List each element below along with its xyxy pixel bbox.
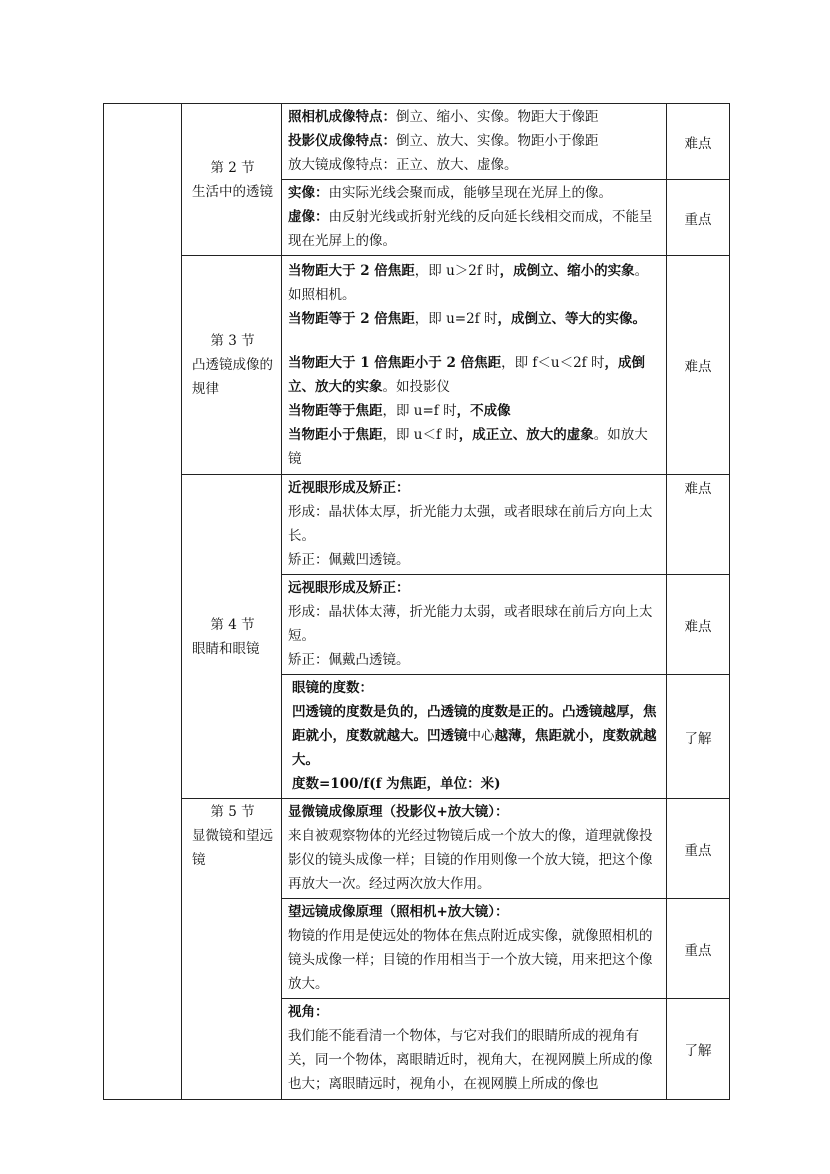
section-title: 生活中的透镜 — [192, 183, 273, 200]
knowledge-table — [103, 103, 730, 1100]
content-heading: 望远镜成像原理（照相机+放大镜）： — [288, 904, 509, 920]
level-label: 难点 — [684, 481, 712, 497]
level-cell — [667, 799, 730, 899]
content-text: ，成倒立、缩小的实象 — [499, 262, 635, 279]
content-text: ，即 u＜f 时 — [382, 426, 459, 443]
section-number: 第 3 节 — [210, 333, 255, 349]
content-cell — [282, 104, 667, 180]
level-cell — [667, 180, 730, 256]
level-cell — [667, 675, 730, 799]
content-text: 。如放大镜 — [288, 426, 648, 467]
content-text: ，成倒立、等大的实像。 — [497, 310, 646, 327]
level-cell — [667, 999, 730, 1100]
content-text: 放大镜成像特点：正立、放大、虚像。 — [288, 157, 518, 173]
level-cell — [667, 256, 730, 475]
content-text: 我们能不能看清一个物体，与它对我们的眼睛所成的视角有关，同一个物体，离眼睛近时，视角大，在视网膜上所成的像也大；离眼睛远时，视角小，在视网膜上所成的像也 — [288, 1028, 653, 1092]
label-bold: 实像： — [288, 185, 329, 201]
level-cell — [667, 575, 730, 675]
level-cell — [667, 104, 730, 180]
section-number: 第 2 节 — [210, 159, 255, 176]
content-text: 度数=100/f(f 为焦距，单位：米) — [292, 776, 501, 792]
level-label: 重点 — [684, 211, 712, 228]
content-text: ，即 u=f 时 — [382, 402, 457, 419]
content-text: 来自被观察物体的光经过物镜后成一个放大的像，道理就像投影仪的镜头成像一样；目镜的作用则像一个放大镜，把这个像再放大一次。经过两次放大作用。 — [288, 828, 653, 892]
content-text: 当物距大于 2 倍焦距 — [288, 262, 415, 279]
table-row — [104, 256, 730, 475]
content-heading: 眼镜的度数： — [292, 680, 373, 696]
content-text: 倒立、缩小、实像。物距大于像距 — [396, 109, 599, 125]
level-label: 了解 — [684, 730, 712, 747]
content-text: ，成正立、放大的虚象 — [458, 426, 594, 443]
content-cell — [282, 180, 667, 256]
level-label: 难点 — [684, 359, 712, 375]
level-cell — [667, 475, 730, 575]
content-text: ，不成像 — [456, 402, 511, 419]
chapter-cell — [104, 104, 182, 1100]
section-number: 第 5 节 — [210, 804, 255, 820]
content-text: ，即 u＞2f 时 — [414, 262, 500, 279]
content-text: 当物距等于焦距 — [288, 402, 383, 419]
section-cell — [182, 256, 282, 475]
section-number: 第 4 节 — [210, 616, 255, 633]
content-cell — [282, 575, 667, 675]
content-text: 中心 — [467, 728, 495, 744]
content-text: 物镜的作用是使远处的物体在焦点附近成实像，就像照相机的镜头成像一样；目镜的作用相当于一个放大镜，用来把这个像放大。 — [288, 928, 653, 992]
label-bold: 投影仪成像特点： — [288, 133, 396, 149]
content-heading: 显微镜成像原理（投影仪+放大镜）： — [288, 804, 509, 820]
content-text: ，即 f＜u＜2f 时 — [501, 354, 605, 371]
section-cell — [182, 799, 282, 1100]
table-row — [104, 104, 730, 180]
content-text: 由实际光线会聚而成，能够呈现在光屏上的像。 — [328, 185, 612, 201]
content-text: 。如照相机。 — [288, 262, 649, 303]
content-text: 矫正：佩戴凸透镜。 — [288, 652, 410, 668]
table-row — [104, 799, 730, 899]
content-text: 。如投影仪 — [382, 378, 450, 395]
content-text: ，即 u=2f 时 — [414, 310, 498, 327]
content-cell — [282, 799, 667, 899]
content-heading: 近视眼形成及矫正： — [288, 480, 410, 496]
content-text: 由反射光线或折射光线的反向延长线相交而成，不能呈现在光屏上的像。 — [288, 209, 653, 249]
content-text: 倒立、放大、实像。物距小于像距 — [396, 133, 599, 149]
content-text: ，成倒立、放大的实象 — [288, 354, 645, 395]
level-label: 重点 — [684, 942, 712, 959]
level-label: 了解 — [684, 1043, 712, 1059]
content-text: 凹透镜的度数是负的，凸透镜的度数是正的。凸透镜越厚，焦距就小，度数就越大。凹透镜 — [292, 704, 657, 744]
content-text: 形成：晶状体太厚，折光能力太强，或者眼球在前后方向上太长。 — [288, 504, 653, 544]
level-cell — [667, 899, 730, 999]
level-label: 难点 — [684, 618, 712, 635]
content-text: 矫正：佩戴凹透镜。 — [288, 552, 410, 568]
content-heading: 远视眼形成及矫正： — [288, 580, 410, 596]
content-text: 当物距大于 1 倍焦距小于 2 倍焦距 — [288, 354, 502, 371]
label-bold: 虚像： — [288, 209, 329, 225]
section-title: 凸透镜成像的规律 — [192, 357, 273, 397]
content-heading: 视角： — [288, 1004, 329, 1020]
section-title: 眼睛和眼镜 — [192, 640, 260, 657]
section-title: 显微镜和望远镜 — [192, 828, 273, 868]
section-cell — [182, 475, 282, 799]
section-cell — [182, 104, 282, 256]
content-cell — [282, 899, 667, 999]
content-text: 当物距等于 2 倍焦距 — [288, 310, 415, 327]
content-text: 越薄，焦距就小，度数就越大。 — [292, 728, 657, 768]
content-cell — [282, 475, 667, 575]
content-text: 形成：晶状体太薄，折光能力太弱，或者眼球在前后方向上太短。 — [288, 604, 653, 644]
content-cell — [282, 256, 667, 475]
content-text: 当物距小于焦距 — [288, 426, 383, 443]
label-bold: 照相机成像特点： — [288, 109, 396, 125]
content-cell — [282, 999, 667, 1100]
table-row — [104, 475, 730, 575]
level-label: 重点 — [684, 842, 712, 859]
content-cell — [282, 675, 667, 799]
level-label: 难点 — [684, 135, 712, 152]
